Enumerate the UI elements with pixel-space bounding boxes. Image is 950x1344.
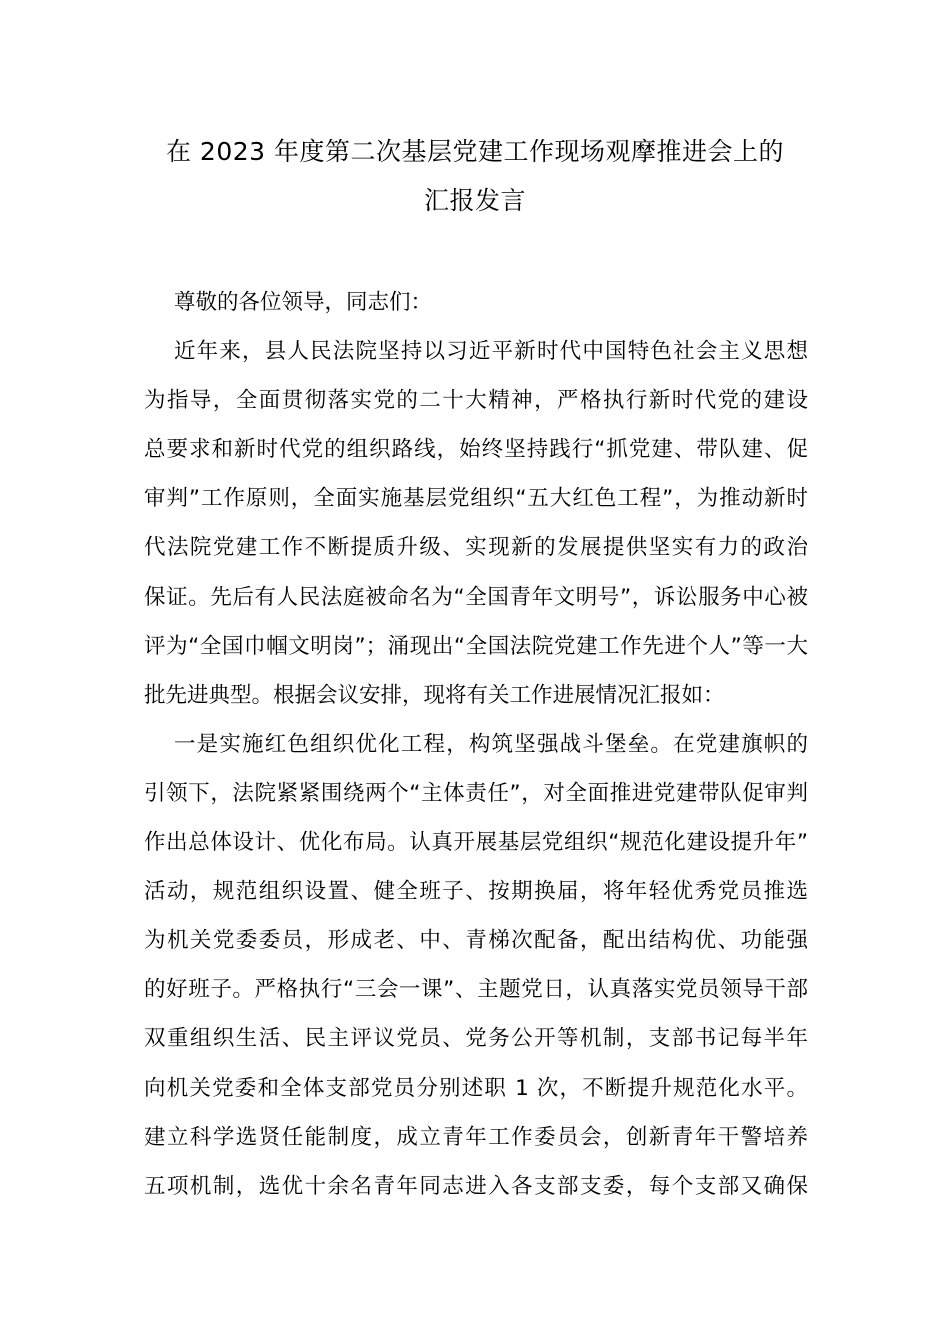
paragraph-2-line: 的好班子。严格执行“三会一课”、主题党日，认真落实党员领导干部 [144, 977, 808, 1003]
paragraph-1-line: 保证。先后有人民法庭被命名为“全国青年文明号”，诉讼服务中心被 [144, 584, 808, 610]
paragraph-2-line: 引领下，法院紧紧围绕两个“主体责任”，对全面推进党建带队促审判 [144, 780, 808, 806]
document-title-line-1: 在 2023 年度第二次基层党建工作现场观摩推进会上的 [165, 137, 785, 166]
paragraph-2-line: 一是实施红色组织优化工程，构筑坚强战斗堡垒。在党建旗帜的 [174, 731, 808, 757]
paragraph-2-line: 活动，规范组织设置、健全班子、按期换届，将年轻优秀党员推选 [144, 879, 808, 905]
paragraph-1-line: 审判”工作原则，全面实施基层党组织“五大红色工程”，为推动新时 [144, 486, 808, 512]
paragraph-1-line: 代法院党建工作不断提质升级、实现新的发展提供坚实有力的政治 [144, 535, 808, 561]
paragraph-2-line: 为机关党委委员，形成老、中、青梯次配备，配出结构优、功能强 [144, 928, 808, 954]
paragraph-1-line: 评为“全国巾帼文明岗”；涌现出“全国法院党建工作先进个人”等一大 [144, 633, 808, 659]
salutation: 尊敬的各位领导，同志们： [174, 290, 433, 315]
paragraph-2-line: 建立科学选贤任能制度，成立青年工作委员会，创新青年干警培养 [144, 1124, 808, 1150]
paragraph-2-line: 向机关党委和全体支部党员分别述职 1 次，不断提升规范化水平。 [144, 1075, 808, 1101]
paragraph-1-line: 近年来，县人民法院坚持以习近平新时代中国特色社会主义思想 [174, 339, 808, 365]
paragraph-1-line: 批先进典型。根据会议安排，现将有关工作进展情况汇报如： [144, 682, 725, 708]
document-body [144, 278, 808, 1211]
paragraph-2-line: 作出总体设计、优化布局。认真开展基层党组织“规范化建设提升年” [144, 830, 808, 856]
paragraph-2-line: 五项机制，选优十余名青年同志进入各支部支委，每个支部又确保 [144, 1173, 808, 1199]
paragraph-2-line: 双重组织生活、民主评议党员、党务公开等机制，支部书记每半年 [144, 1026, 808, 1052]
paragraph-1-line: 总要求和新时代党的组织路线，始终坚持践行“抓党建、带队建、促 [144, 437, 808, 463]
document-title-line-2: 汇报发言 [423, 186, 526, 215]
paragraph-1-line: 为指导，全面贯彻落实党的二十大精神，严格执行新时代党的建设 [144, 388, 808, 414]
